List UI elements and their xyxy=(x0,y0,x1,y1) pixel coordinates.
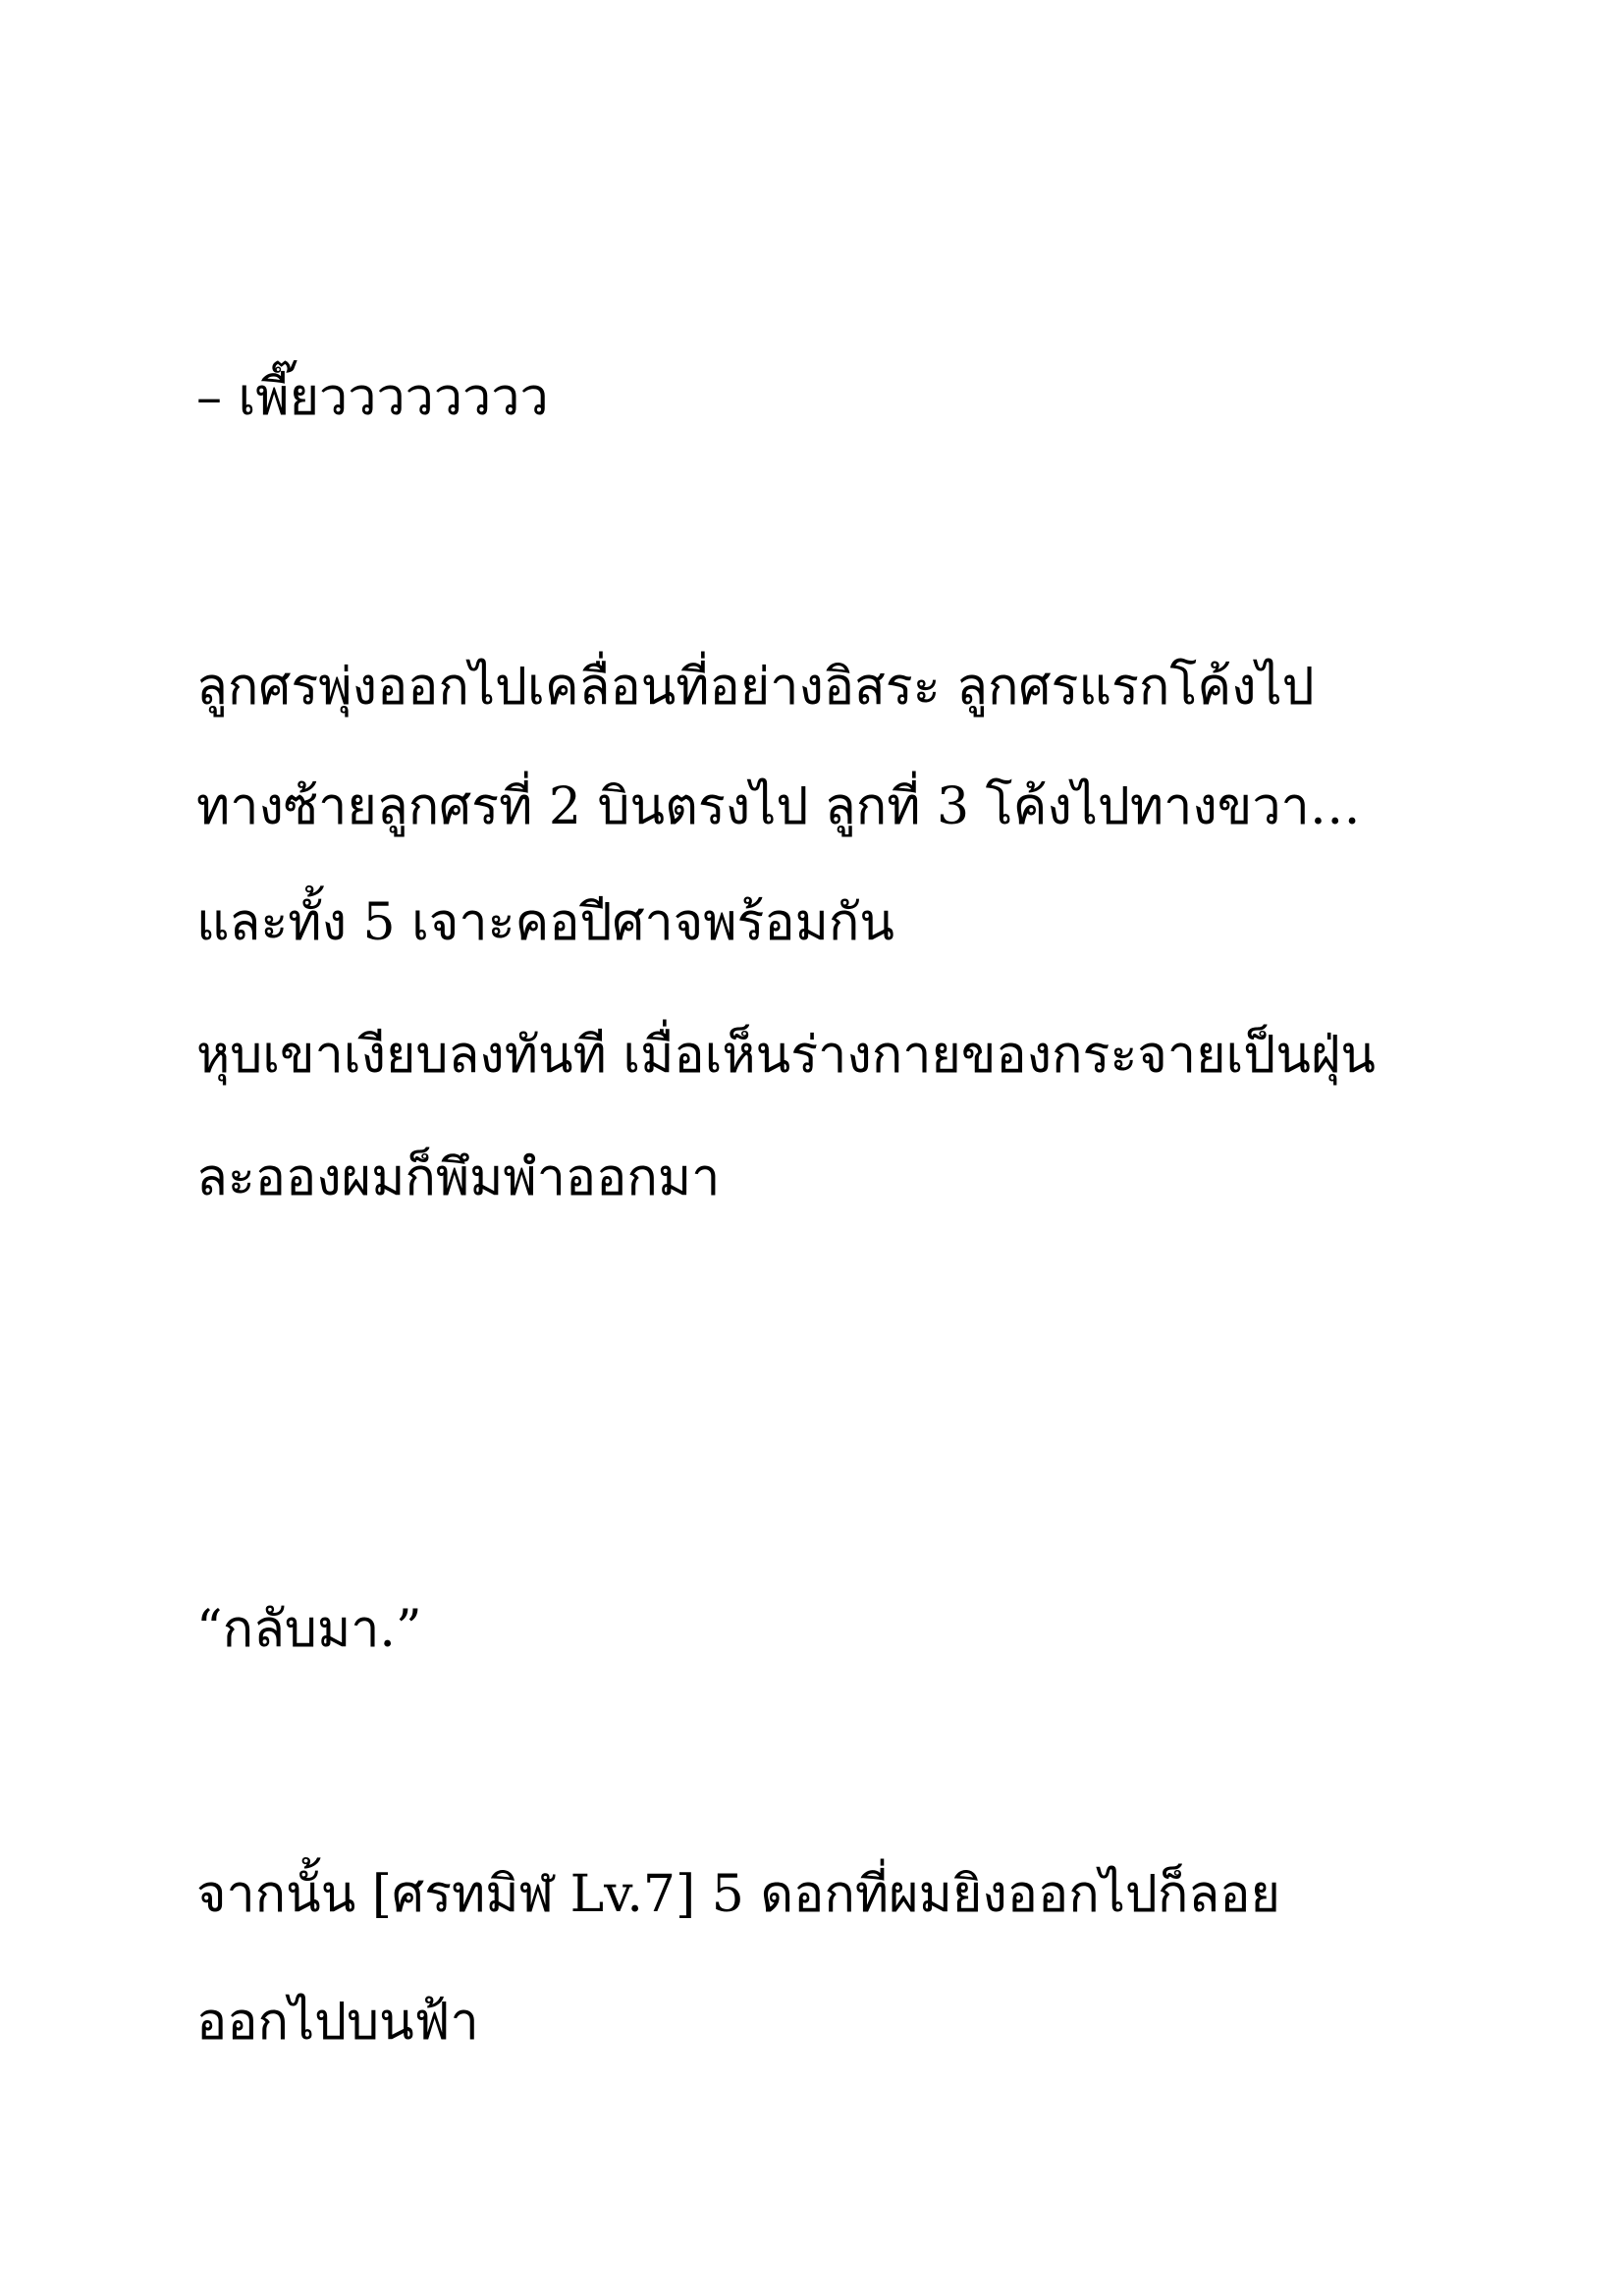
text-line: และทั้ง 5 เจาะคอปีศาจพร้อมกัน xyxy=(196,893,894,952)
text-line: ละอองผมก็พึมพำออกมา xyxy=(196,1148,721,1207)
text-line: จากนั้น [ศรทมิฬ Lv.7] 5 ดอกที่ผมยิงออกไปก็ลอย xyxy=(196,1865,1280,1924)
text-line: ทางซ้ายลูกศรที่ 2 บินตรงไป ลูกที่ 3 โค้งไปทางขวา… xyxy=(196,777,1361,836)
text-line: ลูกศรพุ่งออกไปเคลื่อนที่อย่างอิสระ ลูกศรแรกโค้งไป xyxy=(196,658,1315,717)
text-line: ออกไปบนฟ้า xyxy=(196,1993,479,2052)
text-line-whoosh: – เพี๊ยวววววววว xyxy=(196,368,549,427)
text-line-dialogue: “กลับมา.” xyxy=(196,1600,422,1659)
text-line: หุบเขาเงียบลงทันที เมื่อเห็นร่างกายของกระจายเป็นฝุ่น xyxy=(196,1026,1376,1085)
